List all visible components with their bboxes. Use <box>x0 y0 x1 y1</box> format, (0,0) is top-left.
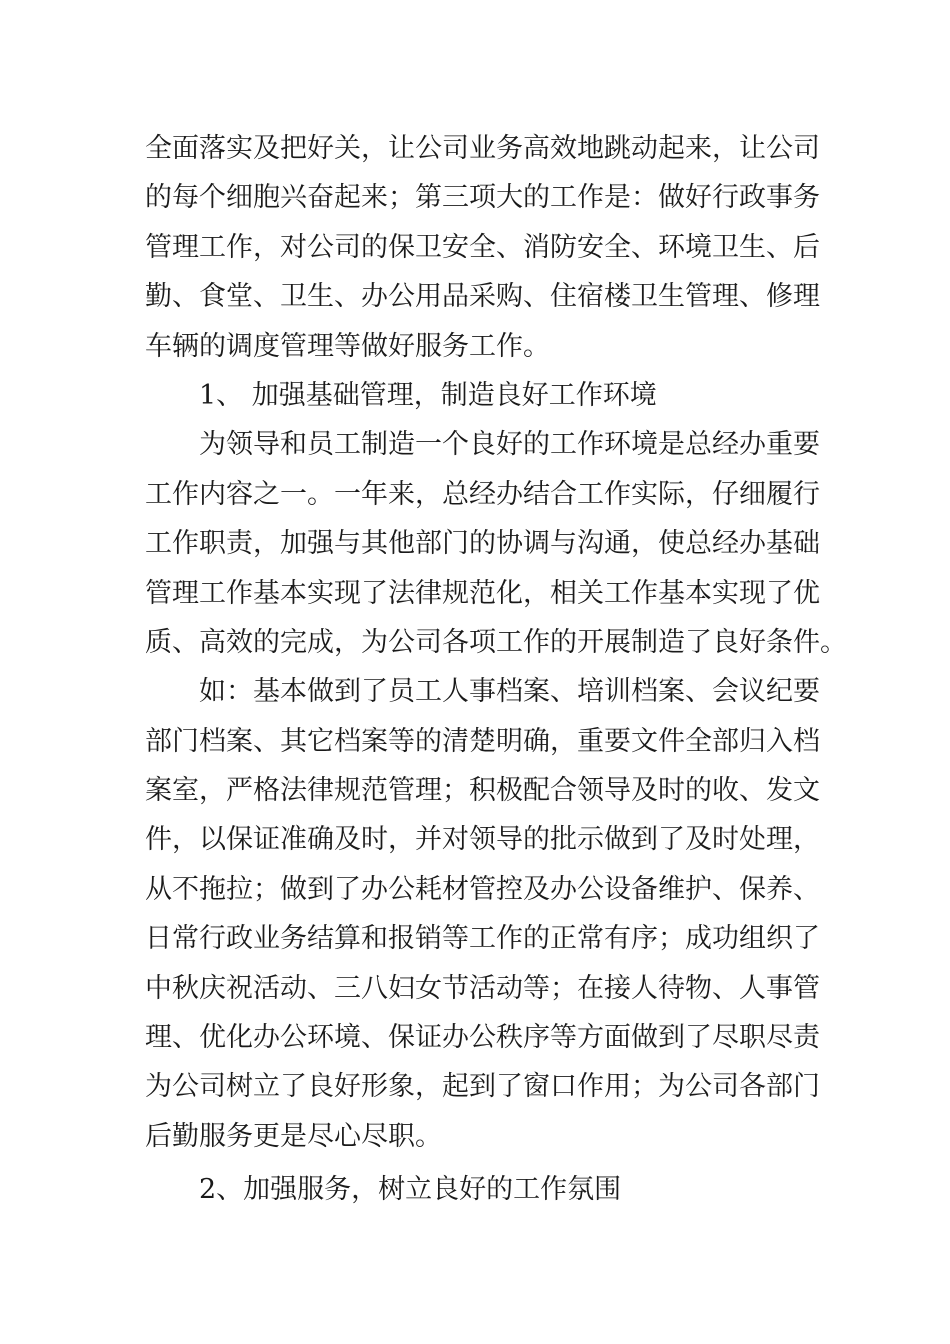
body-paragraph <box>145 420 847 667</box>
text-line: 质、高效的完成，为公司各项工作的开展制造了良好条件。 <box>145 626 847 658</box>
text-line: 管理工作基本实现了法律规范化，相关工作基本实现了优 <box>145 577 820 609</box>
text-line: 为领导和员工制造一个良好的工作环境是总经办重要 <box>199 429 820 461</box>
text-line: 为公司树立了良好形象，起到了窗口作用；为公司各部门 <box>145 1071 820 1103</box>
text-line: 案室，严格法律规范管理；积极配合领导及时的收、发文 <box>145 775 820 807</box>
section-heading <box>145 1165 810 1214</box>
document-page <box>145 124 847 1215</box>
body-paragraph <box>145 667 820 1161</box>
text-line: 工作职责，加强与其他部门的协调与沟通，使总经办基础 <box>145 528 820 560</box>
text-line: 件，以保证准确及时，并对领导的批示做到了及时处理， <box>145 824 820 856</box>
text-line: 理、优化办公环境、保证办公秩序等方面做到了尽职尽责 <box>145 1022 820 1054</box>
text-line: 如：基本做到了员工人事档案、培训档案、会议纪要 <box>199 676 820 708</box>
text-line: 中秋庆祝活动、三八妇女节活动等；在接人待物、人事管 <box>145 972 820 1004</box>
text-line: 工作内容之一。一年来，总经办结合工作实际，仔细履行 <box>145 478 820 510</box>
text-line: 部门档案、其它档案等的清楚明确，重要文件全部归入档 <box>145 725 820 757</box>
text-line: 的每个细胞兴奋起来；第三项大的工作是：做好行政事务 <box>145 182 820 214</box>
section-heading <box>145 371 810 420</box>
text-line: 勤、食堂、卫生、办公用品采购、住宿楼卫生管理、修理 <box>145 281 820 313</box>
text-line: 日常行政业务结算和报销等工作的正常有序；成功组织了 <box>145 923 820 955</box>
text-line: 车辆的调度管理等做好服务工作。 <box>145 330 550 362</box>
body-paragraph <box>145 124 820 371</box>
text-line: 管理工作，对公司的保卫安全、消防安全、环境卫生、后 <box>145 231 820 263</box>
text-line: 从不拖拉；做到了办公耗材管控及办公设备维护、保养、 <box>145 873 820 905</box>
text-line: 全面落实及把好关，让公司业务高效地跳动起来，让公司 <box>145 133 820 164</box>
text-line: 后勤服务更是尽心尽职。 <box>145 1120 442 1152</box>
heading-text: 2、加强服务，树立良好的工作氛围 <box>199 1174 622 1206</box>
heading-text: 1、 加强基础管理，制造良好工作环境 <box>199 379 657 411</box>
